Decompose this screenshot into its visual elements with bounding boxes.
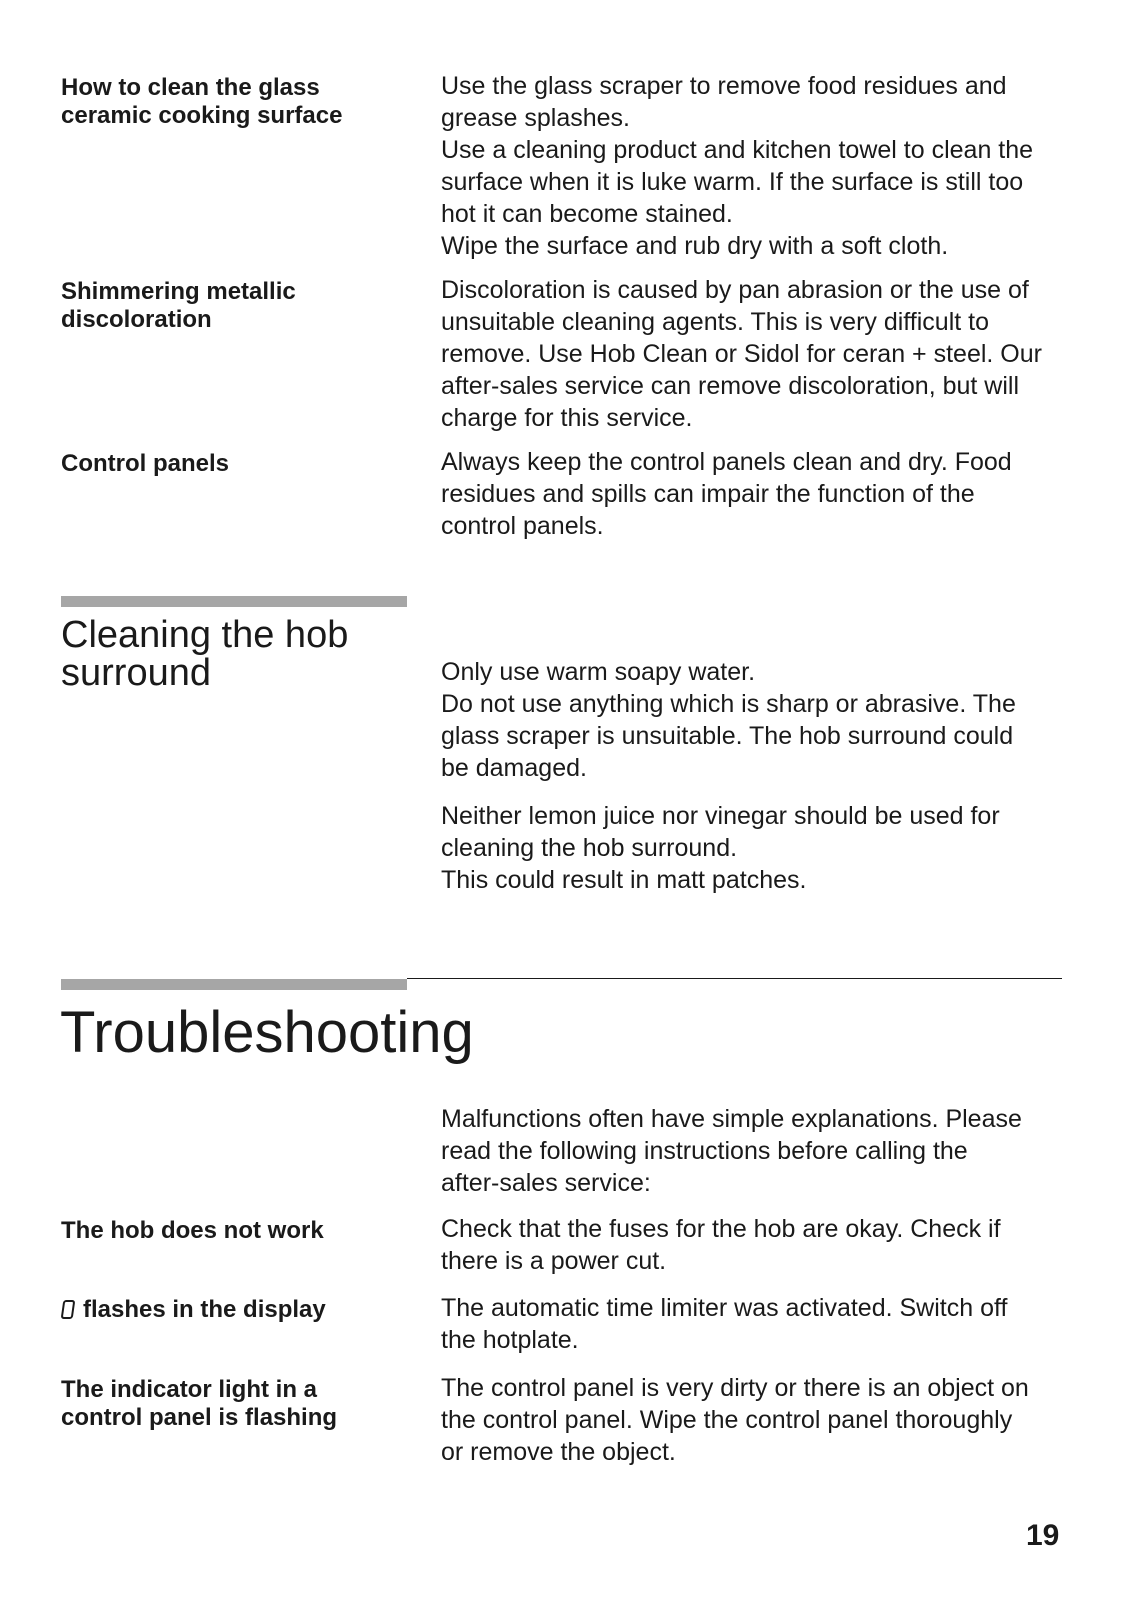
troubleshooting-heading: Troubleshooting (60, 1000, 474, 1065)
page-number: 19 (1026, 1519, 1060, 1552)
display-flash-text: The automatic time limiter was activated. Switch off the hotplate. (441, 1294, 1008, 1354)
hob-surround-para-1: Only use warm soapy water. Do not use anything which is sharp or abrasive. The glass scraper is unsuitable. The hob surround could be damaged. (441, 658, 1016, 782)
section-bar-troubleshooting (61, 979, 407, 990)
display-flash-label (61, 1296, 401, 1324)
metallic-discoloration-label: Shimmering metallic discoloration (61, 278, 296, 333)
indicator-light-label: The indicator light in a control panel is flashing (61, 1376, 338, 1431)
metallic-discoloration-text: Discoloration is caused by pan abrasion or the use of unsuitable cleaning agents. This is very difficult to remove. Use Hob Clean or Sidol for ceran + steel. Our after-sales service can remove discoloration, but will charge for this service. (441, 276, 1042, 432)
display-flash-label-text: flashes in the display (83, 1296, 326, 1323)
hob-not-work-text: Check that the fuses for the hob are okay. Check if there is a power cut. (441, 1215, 1001, 1275)
hob-not-work-label: The hob does not work (61, 1217, 324, 1244)
indicator-light-text: The control panel is very dirty or there is an object on the control panel. Wipe the control panel thoroughly or remove the object. (441, 1374, 1029, 1466)
glass-surface-text: Use the glass scraper to remove food residues and grease splashes. Use a cleaning product and kitchen towel to clean the surface when it is luke warm. If the surface is still too hot it can become stained. Wipe the surface and rub dry with a soft cloth. (441, 72, 1034, 260)
section-bar-hob-surround (61, 596, 407, 607)
glass-surface-label: How to clean the glass ceramic cooking surface (61, 74, 343, 129)
hob-surround-heading: Cleaning the hob surround (61, 614, 349, 694)
section-rule-troubleshooting (407, 978, 1062, 979)
control-panels-label: Control panels (61, 450, 230, 477)
control-panels-text: Always keep the control panels clean and dry. Food residues and spills can impair the function of the control panels. (441, 448, 1012, 540)
troubleshooting-intro: Malfunctions often have simple explanations. Please read the following instructions before calling the after-sales service: (441, 1105, 1022, 1197)
hob-surround-para-2: Neither lemon juice nor vinegar should be used for cleaning the hob surround. This could result in matt patches. (441, 802, 1000, 894)
seven-segment-zero-icon (61, 1300, 76, 1319)
